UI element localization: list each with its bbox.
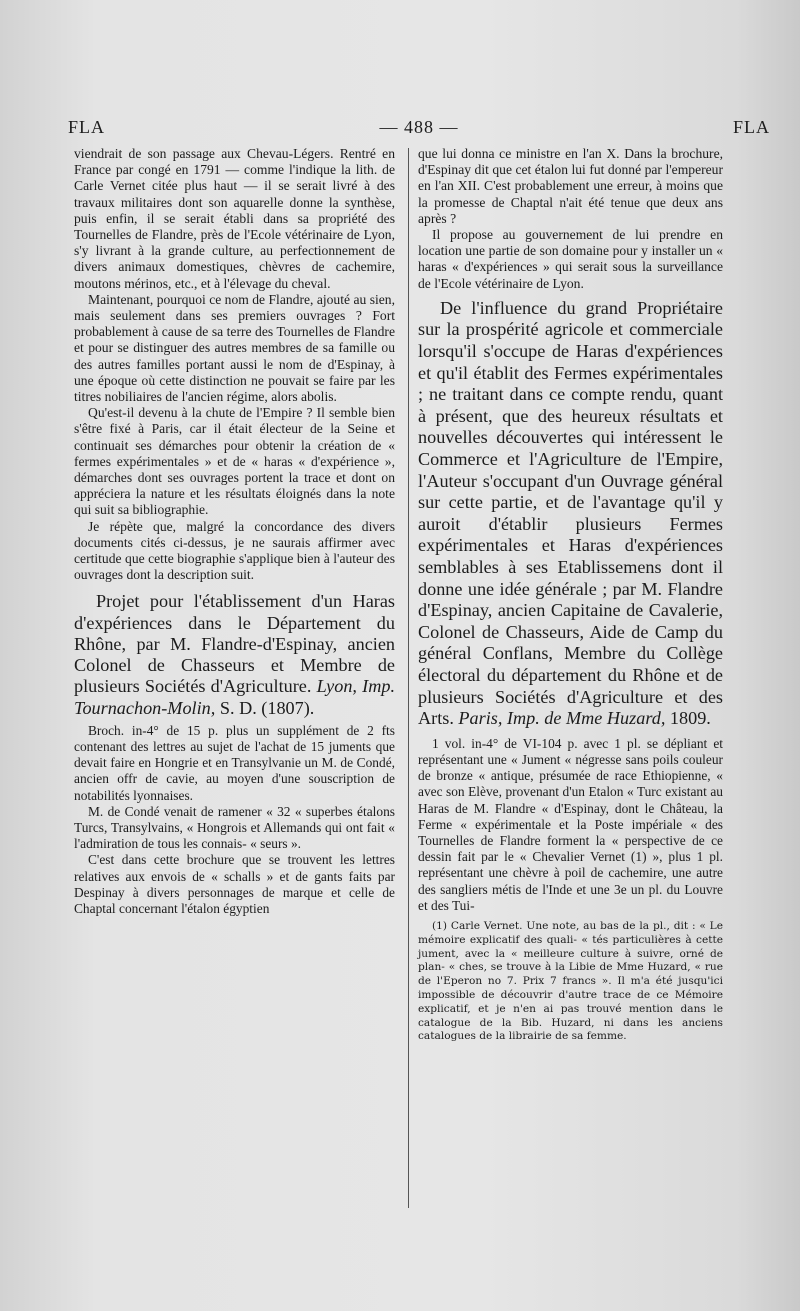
page-number: — 488 — xyxy=(379,117,459,137)
paragraph: Je répète que, malgré la concordance des divers documents cités ci-dessus, je ne saurais affirmer avec certitude que cette biographie s'applique bien à l'auteur des ouvrages dont la description suit. xyxy=(74,518,395,583)
column-divider xyxy=(408,148,409,1208)
title-date: 1809. xyxy=(669,708,711,729)
book-title xyxy=(418,298,723,730)
title-text: Projet pour l'établissement d'un Haras d'expériences dans le Département du Rhône, par M. Flandre-d'Espinay, ancien Colonel de Chasseurs et Membre de plusieurs Sociétés d'Agriculture. xyxy=(74,591,395,697)
book-title xyxy=(74,591,395,718)
paragraph: Qu'est-il devenu à la chute de l'Empire ? Il semble bien s'être fixé à Paris, car il était électeur de la Seine et continuait ses démarches pour obtenir la création de « fermes expérimentales » et de « haras « d'expérience », démarches dont ses ouvrages portent la trace et dont on appréciera la nature et les résultats éloignés dans la note qui suit sa bibliographie. xyxy=(74,405,395,518)
right-column xyxy=(418,146,723,1044)
paragraph: M. de Condé venait de ramener « 32 « superbes étalons Turcs, Transylvains, « Hongrois et Allemands qui ont fait « l'admiration de tous les connais- « seurs ». xyxy=(74,803,395,852)
title-text: De l'influence du grand Propriétaire sur la prospérité agricole et commerciale lorsqu'il s'occupe de Haras d'expériences et qu'il établit des Fermes expérimentales ; ne traitant dans ce compte rendu, quant à présent, que des heureux résultats et nouvelles découvertes qui intéressent le Commerce et l'Agriculture de l'Empire, l'Auteur s'occupant d'un Ouvrage général sur cette partie, et de l'avantage qu'il y auroit d'établir plusieurs Fermes expérimentales et Haras d'expériences semblables à ses Etablissemens dont il donne une idée générale ; par M. Flandre d'Espinay, ancien Capitaine de Cavalerie, Colonel de Chasseurs, Aide de Camp du général Conflans, Membre du Collège électoral du département du Rhône et de plusieurs Sociétés d'Agriculture et des Arts. xyxy=(418,297,723,729)
paragraph: que lui donna ce ministre en l'an X. Dans la brochure, d'Espinay dit que cet étalon lui fut donné par l'empereur en l'an XII. C'est probablement une erreur, à moins que la promesse de Chaptal n'ait été tenue que deux ans après ? xyxy=(418,146,723,226)
title-imprint: Lyon, Imp. Tournachon-Molin, xyxy=(74,676,395,718)
footnote: (1) Carle Vernet. Une note, au bas de la pl., dit : « Le mémoire explicatif des quali- « tés particulières à cette jument, avec la « meilleure culture à suivre, orné de plan- « ches, se trouve à la Libie de Mme Huzard, « rue de l'Eperon no 7. Prix 7 francs ». Il m'a été jusqu'ici impossible de découvrir d'autre trace de ce Mémoire explicatif, et je n'en ai pas trouvé mention dans le catalogue de la Bib. Huzard, ni dans les anciens catalogues de la librairie de sa femme. xyxy=(418,919,723,1043)
title-imprint: Paris, Imp. de Mme Huzard, xyxy=(458,708,666,729)
book-description: 1 vol. in-4° de VI-104 p. avec 1 pl. se dépliant et représentant une « Jument « négresse sans poils couleur de bronze « antique, présumée de race Ethiopienne, « avec son Elève, provenant d'un Etalon « Turc existant au Haras de M. Flandre « d'Espinay, dont le Château, la Ferme « expérimentale et la Poste impériale « des Tournelles de Flandre forment la « perspective de ce dessin fait par le « Chevalier Vernet (1) », plus 1 pl. représentant une chèvre à poil de cachemire, une autre des sangliers métis de l'Inde et une 3e un pl. du Louvre et des Tui- xyxy=(418,735,723,913)
title-date: S. D. (1807). xyxy=(219,697,315,718)
header-right: FLA xyxy=(732,117,770,137)
paragraph: viendrait de son passage aux Chevau-Légers. Rentré en France par congé en 1791 — comme l'indique la lith. de Carle Vernet citée plus haut — il se serait livré à des travaux militaires dont son aquarelle donne la synthèse, puis enfin, il se serait établi dans sa propriété des Tournelles de Flandre, près de l'Ecole vétérinaire de Lyon, s'y livrant à la grande culture, au perfectionnement de divers animaux domestiques, chèvres de cachemire, moutons mérinos, etc., et à l'élevage du cheval. xyxy=(74,146,395,291)
left-column xyxy=(74,146,395,917)
header-left: FLA xyxy=(68,117,106,137)
paragraph: Maintenant, pourquoi ce nom de Flandre, ajouté au sien, mais seulement dans ses premiers ouvrages ? Fort probablement à cause de sa terre des Tournelles de Flandre et pour se distinguer des autres membres de sa famille ou des autres familles portant aussi le nom de d'Espinay, à une époque où cette distinction ne pouvait se faire par les titres nobiliaires de l'ancien régime, alors abolis. xyxy=(74,291,395,405)
running-header xyxy=(68,117,770,141)
paragraph: C'est dans cette brochure que se trouvent les lettres relatives aux envois de « schalls » et de gants faits par Despinay à divers personnages de marque et celle de Chaptal concernant l'étalon égyptien xyxy=(74,852,395,916)
paragraph: Il propose au gouvernement de lui prendre en location une partie de son domaine pour y installer un « haras « d'expériences » qui serait sous la surveillance de l'Ecole vétérinaire de Lyon. xyxy=(418,227,723,291)
book-description: Broch. in-4° de 15 p. plus un supplément de 2 fts contenant des lettres au sujet de l'achat de 15 juments que devait faire en Hongrie et en Transylvanie un M. de Condé, ancien offr de cavie, au moyen d'une souscription de notabilités lyonnaises. xyxy=(74,722,395,803)
